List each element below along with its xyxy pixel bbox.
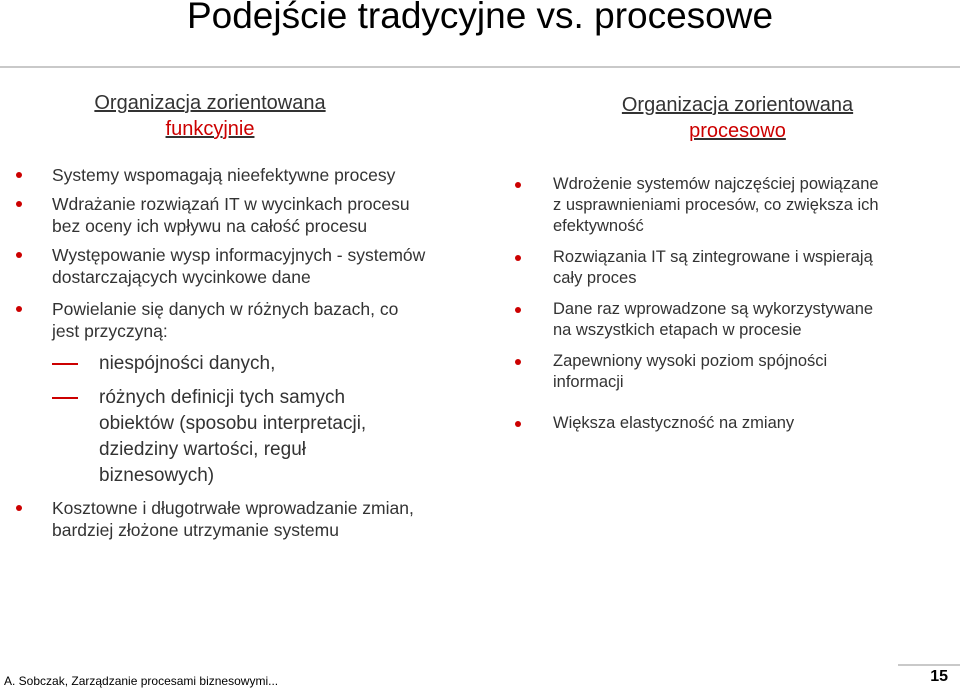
bullet-dot-icon [16,172,22,178]
left-heading-line2: funkcyjnie [165,118,255,140]
list-item [52,244,482,289]
bullet-line: bez oceny ich wpływu na całość procesu [52,216,368,236]
sub-bullet-list [99,351,482,489]
right-column-heading [545,92,930,144]
bullet-line: cały proces [553,269,637,287]
title-divider [0,66,960,68]
bullet-line: Zapewniony wysoki poziom spójności [553,352,828,370]
slide-title: Podejście tradycyjne vs. procesowe [186,0,774,36]
bullet-line: Kosztowne i długotrwałe wprowadzanie zmian, [52,497,414,518]
bullet-line: efektywność [553,217,644,235]
bullet-line: informacji [553,373,624,391]
bullet-line: Powielanie się danych w różnych bazach, co [52,298,399,319]
bullet-dot-icon [16,201,22,207]
list-item [52,164,482,187]
bullet-line: Większa elastyczność na zmiany [553,414,795,432]
list-item [553,174,953,237]
sub-bullet-line: biznesowych) [99,464,215,486]
bullet-dot-icon [515,255,521,261]
bullet-dot-icon [515,307,521,313]
bullet-line: Wdrażanie rozwiązań IT w wycinkach procesu [52,193,410,214]
sub-list-item [99,385,482,489]
sub-list-item [99,351,482,377]
list-item [52,298,482,489]
bullet-line: dostarczających wycinkowe dane [52,267,311,287]
bullet-line: bardziej złożone utrzymanie systemu [52,520,339,540]
footer-citation: A. Sobczak, Zarządzanie procesami biznesowymi... [4,674,279,688]
right-bullet-list [553,174,953,434]
bullet-dot-icon [16,252,22,258]
sub-bullet-line: niespójności danych, [99,352,276,374]
list-item [553,351,953,393]
sub-bullet-line: różnych definicji tych samych [99,386,346,408]
bullet-line: Występowanie wysp informacyjnych - systemów [52,244,426,265]
bullet-dot-icon [16,306,22,312]
page-number-divider [898,664,960,666]
sub-bullet-line: obiektów (sposobu interpretacji, [99,412,367,434]
right-heading-line2: procesowo [689,120,786,142]
bullet-dot-icon [16,505,22,511]
bullet-line: na wszystkich etapach w procesie [553,321,802,339]
bullet-dot-icon [515,182,521,188]
list-item [553,413,953,434]
bullet-line: z usprawnieniami procesów, co zwiększa ich [553,196,879,214]
bullet-line: Wdrożenie systemów najczęściej powiązane [553,175,879,193]
bullet-line: jest przyczyną: [52,321,168,341]
list-item [52,193,482,238]
bullet-dot-icon [515,359,521,365]
left-column-heading [0,90,420,142]
right-heading-line1: Organizacja zorientowana [621,94,854,116]
bullet-line: Rozwiązania IT są zintegrowane i wspierają [553,248,873,266]
dash-icon [52,363,78,365]
bullet-dot-icon [515,421,521,427]
sub-bullet-line: dziedziny wartości, reguł [99,438,306,460]
list-item [553,299,953,341]
left-bullet-list [52,164,482,542]
list-item [553,247,953,289]
bullet-line: Systemy wspomagają nieefektywne procesy [52,165,396,185]
left-heading-line1: Organizacja zorientowana [94,92,326,114]
bullet-line: Dane raz wprowadzone są wykorzystywane [553,300,874,318]
dash-icon [52,397,78,399]
page-number: 15 [930,668,948,685]
list-item [52,497,482,542]
